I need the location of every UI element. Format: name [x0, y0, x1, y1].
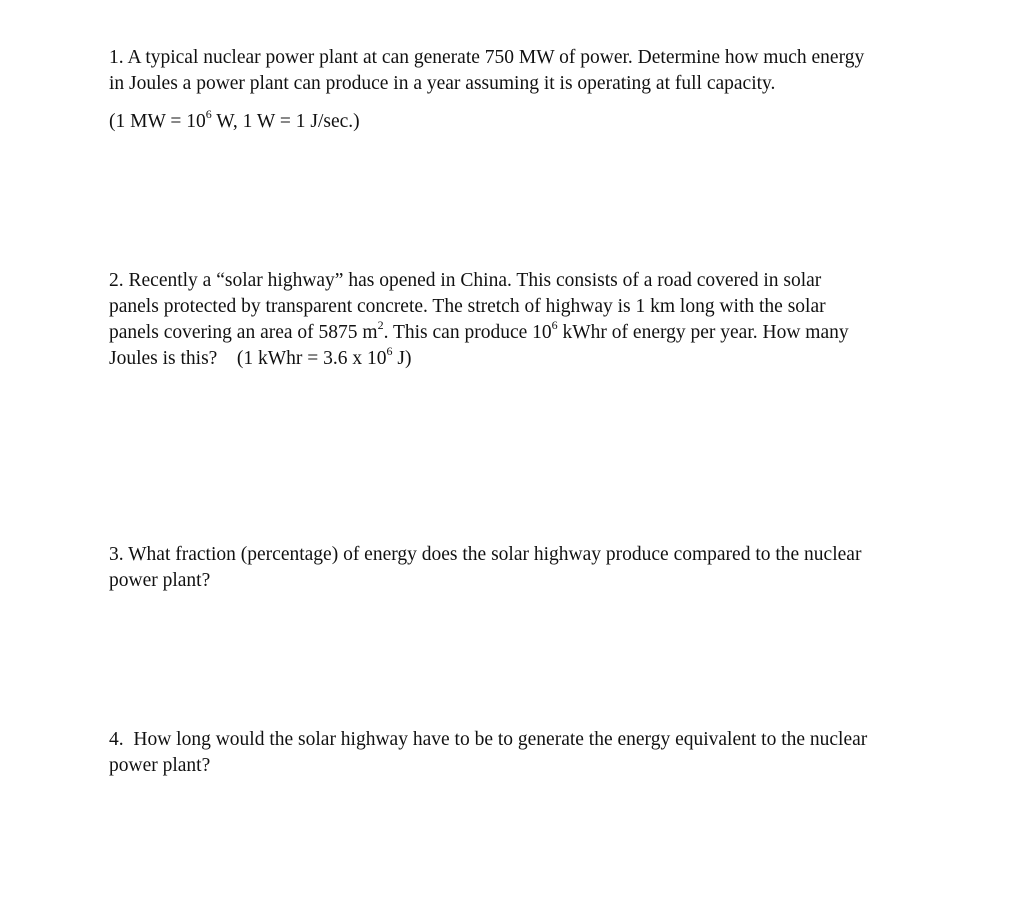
- question-1-line-2: in Joules a power plant can produce in a year assuming it is operating at full capacity.: [109, 73, 776, 94]
- question-2-number: 2.: [109, 270, 124, 291]
- question-2-line-2: panels protected by transparent concrete. The stretch of highway is 1 km long with the solar: [109, 296, 826, 317]
- question-3-line-2: power plant?: [109, 570, 211, 591]
- question-4: [109, 727, 924, 779]
- question-1-text: [109, 45, 924, 97]
- question-2-line-1: Recently a “solar highway” has opened in China. This consists of a road covered in solar: [128, 270, 822, 291]
- question-4-line-1: How long would the solar highway have to be to generate the energy equivalent to the nuclear: [133, 729, 868, 750]
- question-4-number: 4.: [109, 729, 124, 750]
- question-1-line-1: A typical nuclear power plant at can generate 750 MW of power. Determine how much energy: [127, 47, 865, 68]
- question-2-unit-note: (1 kWhr = 3.6 x $10^6$ J): [236, 343, 412, 369]
- question-2: [109, 268, 924, 372]
- question-2-line-3: panels covering an area of 5875 $m^2$. This can produce $10^6$ kWhr of energy per year. How many: [109, 317, 849, 343]
- question-4-text: [109, 727, 924, 779]
- question-3-number: 3.: [109, 544, 124, 565]
- question-2-line-4: Joules is this? (1 kWhr = 3.6 x $10^6$ J): [109, 343, 412, 369]
- question-1-unit-note: (1 MW = $10^6$ W, 1 W = 1 J/sec.): [109, 106, 360, 132]
- question-1-number: 1.: [109, 47, 124, 68]
- question-4-line-2: power plant?: [109, 755, 211, 776]
- question-3-line-1: What fraction (percentage) of energy does the solar highway produce compared to the nuclear: [128, 544, 862, 565]
- question-1: [109, 45, 924, 135]
- question-3: [109, 542, 924, 594]
- question-3-text: [109, 542, 924, 594]
- question-2-text: [109, 268, 924, 372]
